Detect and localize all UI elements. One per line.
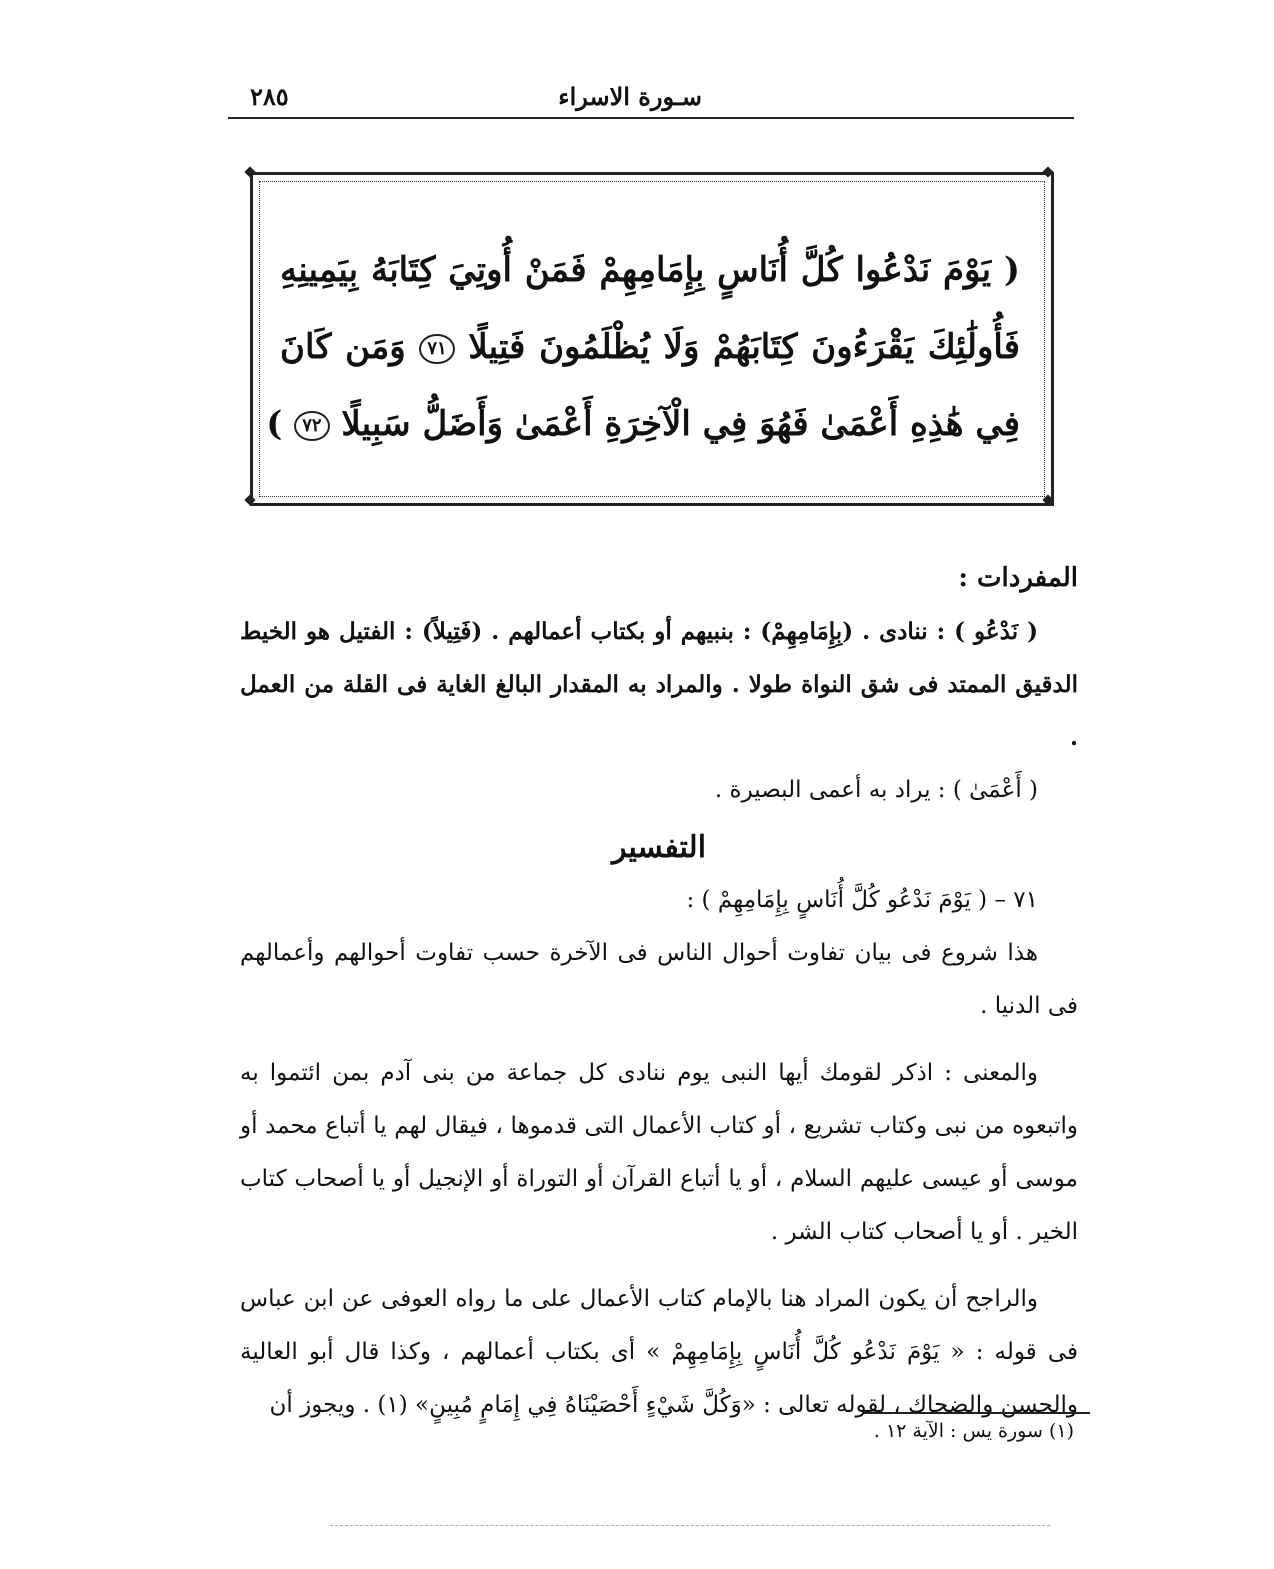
- commentary-body: [240, 552, 1078, 1432]
- ayah-number-marker: ٧١: [419, 334, 454, 364]
- verse-segment: فَأُولَٰئِكَ يَقْرَءُونَ كِتَابَهُمْ وَلَا يُظْلَمُونَ فَتِيلًا: [468, 327, 1020, 367]
- vocabulary-entry: ( نَدْعُو ) : ننادى . (بِإِمَامِهِمْ) : بنبيهم أو بكتاب أعمالهم . (فَتِيلاً) : الفتيل هو الخيط الدقيق الممتد فى شق النواة طولا . والمراد به المقدار البالغ الغاية فى القلة من العمل .: [240, 618, 1078, 751]
- ayah-number-marker: ٧٢: [294, 411, 329, 441]
- surah-title: سـورة الاسراء: [558, 82, 702, 111]
- tafsir-verse-reference: ٧١ – ( يَوْمَ نَدْعُو كُلَّ أُنَاسٍ بِإِمَامِهِمْ ) :: [686, 887, 1038, 913]
- page-bottom-edge: [330, 1525, 1050, 1526]
- paragraph-gap: [240, 1033, 1078, 1047]
- tafsir-heading: التفسير: [611, 830, 707, 865]
- verse-segment: ): [266, 404, 283, 444]
- footnote-rule: [864, 1412, 1090, 1414]
- vocabulary-entry: ( أَعْمَىٰ ) : يراد به أعمى البصيرة .: [714, 777, 1038, 803]
- verse-line: [266, 386, 1020, 463]
- verse-segment: وَمَن كَانَ: [280, 327, 406, 367]
- page-header: [228, 80, 1074, 116]
- verse-line: [280, 309, 1020, 386]
- header-rule: [228, 117, 1074, 119]
- tafsir-paragraph: والمعنى : اذكر لقومك أيها النبى يوم ننادى كل جماعة من بنى آدم بمن ائتموا به واتبعوه من نبى وكتاب تشريع ، أو كتاب الأعمال التى قدموها ، فيقال لهم يا أتباع محمد أو موسى أو عيسى عليهم السلام ، أو يا أتباع القرآن أو التوراة أو الإنجيل أو يا أصحاب كتاب الخير . أو يا أصحاب كتاب الشر .: [240, 1060, 1078, 1245]
- paragraph-gap: [240, 1259, 1078, 1273]
- tafsir-paragraph: هذا شروع فى بيان تفاوت أحوال الناس فى الآخرة حسب تفاوت أحوالهم وأعمالهم فى الدنيا .: [240, 940, 1078, 1019]
- quran-verse: [266, 232, 1020, 463]
- footnote: (١) سورة يس : الآية ١٢ .: [873, 1420, 1074, 1442]
- page-number: ٢٨٥: [250, 82, 289, 111]
- tafsir-paragraph: والراجح أن يكون المراد هنا بالإمام كتاب الأعمال على ما رواه العوفى عن ابن عباس فى قوله : « يَوْمَ نَدْعُو كُلَّ أُنَاسٍ بِإِمَامِهِمْ » أى بكتاب أعمالهم ، وكذا قال أبو العالية والحسن والضحاك ، لقوله تعالى : «وَكُلَّ شَيْءٍ أَحْصَيْنَاهُ فِي إِمَامٍ مُبِينٍ» (١) . ويجوز أن: [240, 1286, 1078, 1418]
- verse-line: ( يَوْمَ نَدْعُوا كُلَّ أُنَاسٍ بِإِمَامِهِمْ فَمَنْ أُوتِيَ كِتَابَهُ بِيَمِينِهِ: [280, 250, 1020, 290]
- verse-segment: فِي هَٰذِهِ أَعْمَىٰ فَهُوَ فِي الْآخِرَةِ أَعْمَىٰ وَأَضَلُّ سَبِيلًا: [341, 404, 1020, 444]
- vocabulary-heading: المفردات :: [958, 563, 1078, 593]
